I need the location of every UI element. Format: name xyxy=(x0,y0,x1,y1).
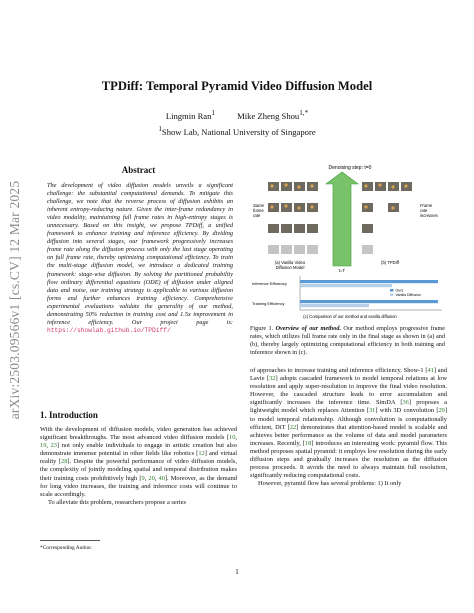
project-page-link[interactable]: https://showlab.github.io/TPDiff/ xyxy=(47,326,171,334)
footnote-divider xyxy=(40,540,100,541)
right-column-body xyxy=(250,367,447,488)
abstract-heading: Abstract xyxy=(121,165,156,175)
inference-ours-bar xyxy=(300,280,438,283)
author-list xyxy=(0,109,474,121)
affiliation: $^1$Show Lab, National University of Singapore xyxy=(158,125,316,137)
tpdiff-caption-label: (b) TPDiff xyxy=(381,260,399,265)
training-efficiency-label: Training Efficiency xyxy=(252,301,285,306)
legend-ours: Ours xyxy=(395,288,404,293)
citation-link[interactable]: 22 xyxy=(289,423,297,431)
arxiv-watermark xyxy=(4,150,26,450)
citation-link[interactable]: 20 xyxy=(148,474,155,482)
legend-vanilla: Vanilla Diffusion xyxy=(395,293,421,297)
citation-link[interactable]: 41 xyxy=(427,367,434,374)
citation-link[interactable]: 28 xyxy=(61,458,68,466)
comparison-caption-label: (c) Comparison of our method and vanilla diffusion xyxy=(303,314,397,319)
figure-1-caption: Figure 1. Overview of our method. Our method employs progressive frame rates, which utilizes full frame rate only in the final stage as shown in (a) and (b), thereby largely optimizing computational efficiency in both training and inference shown in (c). xyxy=(250,325,446,356)
intro-paragraph-2: To alleviate this problem, researchers propose a series xyxy=(48,498,186,506)
author-2: Mike Zheng Shou$^{1,*}$ xyxy=(237,109,309,121)
tT-label: t=T xyxy=(338,268,346,273)
section-heading-introduction: 1. Introduction xyxy=(40,410,98,420)
efficiency-comparison xyxy=(252,276,442,319)
citation-link[interactable]: 9 xyxy=(141,474,145,482)
vanilla-frame-grid xyxy=(268,182,318,254)
abstract-body: The development of video diffusion models unveils a significant challenge: the substantial computational demands. To mitigate this challenge, we note that the reverse process of diffusion exhibits an inherent entropy-reducing nature. Given the inter-frame redundancy in video modality, maintaining full frame rates in high-entropy stages is unnecessary. Based on this insight, we propose TPDiff, a unified framework to enhance training and inference efficiency. By dividing diffusion into several stages, our framework progressively increases frame rate along the diffusion process with only the last stage operating on full frame rate, thereby optimizing computational efficiency. To train the multi-stage diffusion model, we introduce a dedicated training framework: stage-wise diffusion. By solving the partitioned probability flow ordinary differential equations (ODE) of diffusion under aligned data and noise, our training strategy is applicable to various diffusion forms and further enhances training efficiency. Comprehensive experimental evaluations validate the generality of our method, demonstrating 50% reduction in training cost and 1.5x improvement in inference efficiency. Our project page is: https://showlab.github.io/TPDiff/ xyxy=(47,182,233,334)
citation-link[interactable]: 12 xyxy=(198,450,205,458)
inference-vanilla-bar xyxy=(300,284,392,287)
citation-link[interactable]: 32 xyxy=(269,375,276,383)
citation-link[interactable]: 10 xyxy=(229,434,236,442)
training-ours-bar xyxy=(300,300,438,303)
page-number: 1 xyxy=(235,567,239,576)
frame-rate-increases-label: Frame rate increases xyxy=(420,203,438,218)
arxiv-id: arXiv:2503.09566v1 [cs.CV] 12 Mar 2025 xyxy=(7,180,22,420)
citation-link[interactable]: 29 xyxy=(438,407,445,415)
tpdiff-frame-grid xyxy=(362,182,412,254)
inference-efficiency-label: Inference Efficiency xyxy=(252,281,287,286)
citation-link[interactable]: 31 xyxy=(368,407,376,415)
paper-title: TPDiff: Temporal Pyramid Video Diffusion Model xyxy=(101,79,373,93)
citation-link[interactable]: 19 xyxy=(40,442,47,450)
figure-1 xyxy=(250,160,445,322)
vanilla-caption-label: (a) Vanilla Video Diffusion Model xyxy=(274,260,306,270)
denoising-arrow xyxy=(326,169,358,273)
intro-paragraph-1: With the development of diffusion models, video generation has achieved significant breakthroughs. The most advanced video diffusion models [10, 19, 23] not only enable individuals to engage in artistic creation but also demonstrate immense potential in other fields like robotics [12] and virtual reality [28]. Despite the powerful performance of video diffusion models, the complexity of jointly modeling spatial and temporal distribution makes their training costs prohibitively high [9, 20, 40]. Moreover, as the demand for long video increases, the training and inference costs will continue to scale accordingly. xyxy=(40,426,238,498)
training-vanilla-bar xyxy=(300,304,369,307)
footnote: *Corresponding Author. xyxy=(40,545,93,551)
citation-link[interactable]: 18 xyxy=(304,439,312,447)
same-frame-rate-label: Same frame rate xyxy=(253,203,264,218)
right-paragraph-1: of approaches to increase training and inference efficiency. Show-1 [41] and Lavie [32] adopts cascaded framework to model temporal relations at low resolution and apply super-resolution to improve the final video resolution. However, the cascaded structure leads to error accumulation and significantly increases the inference time. SimDA [36] proposes a lightweight model which replaces Attention [31] with 3D convolution [29] to model temporal relationship. Although convolution is computationally efficient, DiT [22] demonstrates that attention-based model is scalable and achieves better performance as the volume of data and model parameters increases. Recently, [18] introduces an interesting work: pyramid flow. This method proposes spatial pyramid: it employs low resolution during the early diffusion steps and gradually increases the resolution as the diffusion process proceeds. It avoids the need to always maintain full resolution, significantly reducing computational costs. xyxy=(250,367,448,480)
denoising-step-label: Denoising step: t=0 xyxy=(328,165,372,171)
citation-link[interactable]: 36 xyxy=(402,399,409,407)
author-1: Lingmin Ran$^1$ xyxy=(165,109,215,121)
right-paragraph-2: However, pyramid flow has several problems: 1) It only xyxy=(258,480,402,488)
citation-link[interactable]: 23 xyxy=(50,442,57,450)
citation-link[interactable]: 40 xyxy=(158,474,165,482)
introduction-body xyxy=(40,426,237,507)
